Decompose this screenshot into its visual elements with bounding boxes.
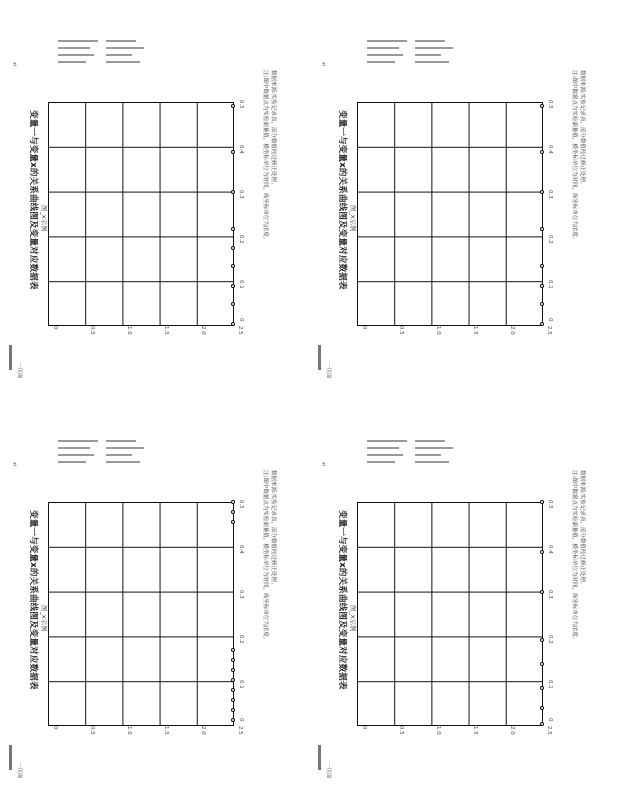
figure-note-2: 数据来源:实验记录表，部分数值经过修正处理。 xyxy=(270,470,276,588)
plot-grid xyxy=(357,502,543,726)
data-point xyxy=(231,322,235,326)
page-edge-marker xyxy=(9,745,12,770)
x-tick: 0.5 xyxy=(547,100,553,109)
side-label: 一页面 xyxy=(16,762,22,779)
x-tick: 0 xyxy=(238,718,244,722)
y-tick: 1.5 xyxy=(472,726,478,735)
x-tick: 0.3 xyxy=(238,190,244,199)
data-point xyxy=(540,302,544,306)
data-point xyxy=(231,264,235,268)
x-tick: 0.3 xyxy=(547,590,553,599)
data-point xyxy=(231,718,235,722)
page-edge-marker xyxy=(9,345,12,370)
y-tick: 0 xyxy=(361,326,367,330)
figure-subtitle: 图_x示例 xyxy=(349,605,357,632)
x-tick: 0.4 xyxy=(238,145,244,154)
y-tick: 2.5 xyxy=(237,726,243,735)
x-tick: 0.2 xyxy=(238,235,244,244)
y-tick: 1.0 xyxy=(126,726,132,735)
page-edge-marker xyxy=(318,745,321,770)
legend-block xyxy=(365,40,460,80)
x-tick: 0.1 xyxy=(238,680,244,689)
side-label: 一页面 xyxy=(325,362,331,379)
x-tick: 0.5 xyxy=(238,500,244,509)
x-tick: 0 xyxy=(547,718,553,722)
data-point xyxy=(231,668,235,672)
y-tick: 0 xyxy=(52,326,58,330)
y-tick: 0.5 xyxy=(89,726,95,735)
legend-block xyxy=(365,440,460,480)
data-point xyxy=(231,708,235,712)
data-point xyxy=(540,264,544,268)
data-point xyxy=(231,688,235,692)
data-point xyxy=(540,150,544,154)
figure-subtitle: 图_x示例 xyxy=(40,205,48,232)
figure-note-1: 注:图中数据点为实验测量值，横坐标单位为时间，纵坐标单位为浓度。 xyxy=(571,470,577,643)
x-tick: 0 xyxy=(238,318,244,322)
y-tick: 1.0 xyxy=(126,326,132,335)
figure-note-2: 数据来源:实验记录表，部分数值经过修正处理。 xyxy=(579,470,585,588)
x-tick: 0.4 xyxy=(238,545,244,554)
figure-subtitle: 图_x示例 xyxy=(40,605,48,632)
x-tick: 0.2 xyxy=(547,235,553,244)
data-point xyxy=(231,104,235,108)
side-label: 一页面 xyxy=(325,762,331,779)
data-point xyxy=(231,190,235,194)
data-point xyxy=(231,302,235,306)
y-tick: 1.5 xyxy=(163,726,169,735)
figure-panel xyxy=(0,400,309,800)
data-point xyxy=(231,510,235,514)
legend-block xyxy=(56,40,151,80)
y-tick: 0.5 xyxy=(398,726,404,735)
y-tick: 2.0 xyxy=(509,726,515,735)
y-tick: 1.0 xyxy=(435,726,441,735)
x-tick: 0.2 xyxy=(238,635,244,644)
data-point xyxy=(231,698,235,702)
x-tick: 0.3 xyxy=(547,190,553,199)
x-tick: 0.5 xyxy=(547,500,553,509)
figure-title: 变量一与变量x的关系曲线图及变量对应数据表 xyxy=(337,110,347,290)
data-point xyxy=(231,227,235,231)
data-point xyxy=(540,686,544,690)
side-label: 一页面 xyxy=(16,362,22,379)
return-glyph: ↵ xyxy=(11,62,18,68)
data-point xyxy=(231,520,235,524)
x-tick: 0.1 xyxy=(547,680,553,689)
legend-block xyxy=(56,440,151,480)
data-point xyxy=(540,722,544,726)
data-point xyxy=(540,104,544,108)
y-tick: 2.0 xyxy=(509,326,515,335)
x-tick: 0.3 xyxy=(238,590,244,599)
figure-note-1: 注:图中数据点为实验测量值，横坐标单位为时间，纵坐标单位为浓度。 xyxy=(571,70,577,243)
figure-subtitle: 图_x示例 xyxy=(349,205,357,232)
y-tick: 1.5 xyxy=(163,326,169,335)
data-point xyxy=(540,190,544,194)
data-point xyxy=(231,284,235,288)
x-tick: 0 xyxy=(547,318,553,322)
data-point xyxy=(231,678,235,682)
page-edge-marker xyxy=(318,345,321,370)
y-tick: 2.5 xyxy=(237,326,243,335)
y-tick: 2.0 xyxy=(200,726,206,735)
figure-title: 变量一与变量x的关系曲线图及变量对应数据表 xyxy=(337,510,347,690)
data-point xyxy=(540,590,544,594)
figure-title: 变量一与变量x的关系曲线图及变量对应数据表 xyxy=(28,510,38,690)
data-point xyxy=(231,150,235,154)
data-point xyxy=(540,662,544,666)
return-glyph: ↵ xyxy=(11,462,18,468)
data-point xyxy=(231,500,235,504)
x-tick: 0.1 xyxy=(238,280,244,289)
return-glyph: ↵ xyxy=(320,62,327,68)
y-tick: 0 xyxy=(52,726,58,730)
data-point xyxy=(540,638,544,642)
data-point xyxy=(540,500,544,504)
data-point xyxy=(540,322,544,326)
data-point xyxy=(231,246,235,250)
data-point xyxy=(540,706,544,710)
figure-note-2: 数据来源:实验记录表，部分数值经过修正处理。 xyxy=(270,70,276,188)
data-point xyxy=(231,658,235,662)
x-tick: 0.4 xyxy=(547,145,553,154)
data-point xyxy=(540,284,544,288)
y-tick: 1.0 xyxy=(435,326,441,335)
x-tick: 0.1 xyxy=(547,280,553,289)
data-point xyxy=(231,648,235,652)
return-glyph: ↵ xyxy=(320,462,327,468)
y-tick: 2.5 xyxy=(546,326,552,335)
plot-grid xyxy=(357,102,543,326)
figure-panel xyxy=(309,0,618,400)
figure-panel xyxy=(309,400,618,800)
data-point xyxy=(540,227,544,231)
x-tick: 0.5 xyxy=(238,100,244,109)
y-tick: 2.0 xyxy=(200,326,206,335)
figure-note-2: 数据来源:实验记录表，部分数值经过修正处理。 xyxy=(579,70,585,188)
figure-note-1: 注:图中数据点为实验测量值，横坐标单位为时间，纵坐标单位为浓度。 xyxy=(262,70,268,243)
data-point xyxy=(540,550,544,554)
plot-grid xyxy=(48,502,234,726)
y-tick: 1.5 xyxy=(472,326,478,335)
plot-grid xyxy=(48,102,234,326)
x-tick: 0.2 xyxy=(547,635,553,644)
figure-panel xyxy=(0,0,309,400)
figure-title: 变量一与变量x的关系曲线图及变量对应数据表 xyxy=(28,110,38,290)
y-tick: 0 xyxy=(361,726,367,730)
y-tick: 0.5 xyxy=(398,326,404,335)
y-tick: 2.5 xyxy=(546,726,552,735)
y-tick: 0.5 xyxy=(89,326,95,335)
x-tick: 0.4 xyxy=(547,545,553,554)
figure-note-1: 注:图中数据点为实验测量值，横坐标单位为时间，纵坐标单位为浓度。 xyxy=(262,470,268,643)
